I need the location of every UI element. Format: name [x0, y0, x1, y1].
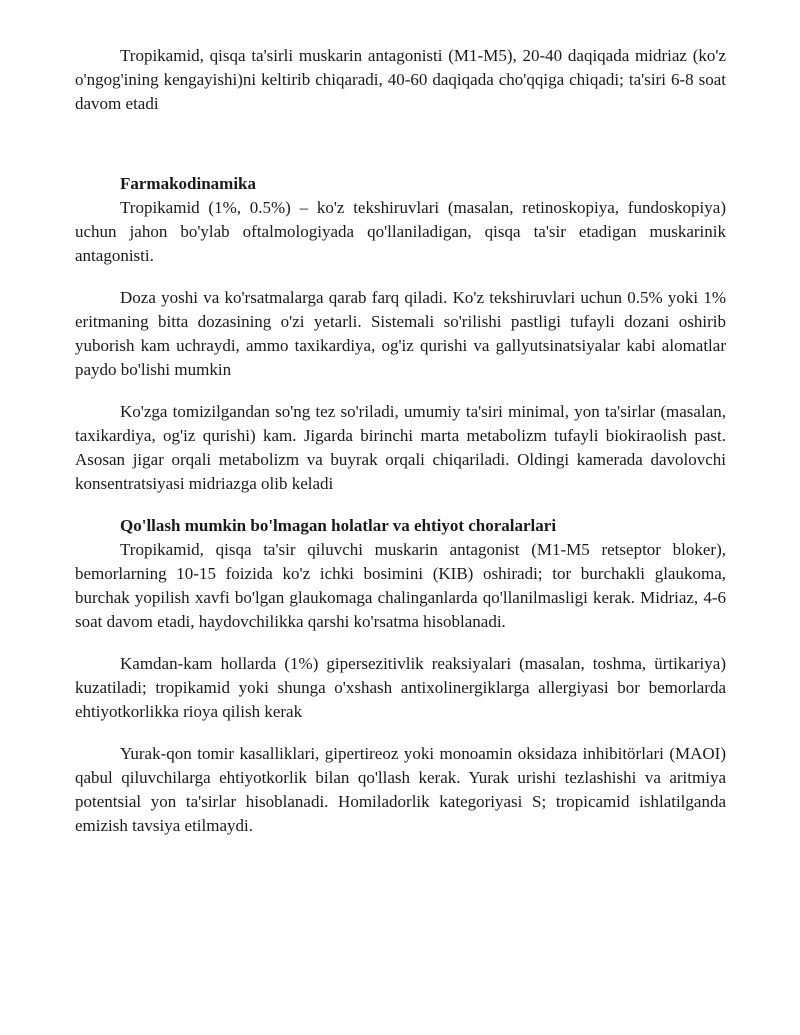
contraindications-paragraph-2: Kamdan-kam hollarda (1%) gipersezitivlik reaksiyalari (masalan, toshma, ürtikariya) kuzatiladi; tropikamid yoki shunga o'xshash antixolinergiklarga allergiyasi bor bemorlarda ehtiyotkorlikka rioya qilish kerak: [75, 654, 726, 721]
section-heading-contraindications: Qo'llash mumkin bo'lmagan holatlar va ehtiyot choralarlari: [120, 516, 557, 535]
contraindications-paragraph-1: Tropikamid, qisqa ta'sir qiluvchi muskarin antagonist (M1-M5 retseptor bloker), bemorlarning 10-15 foizida ko'z ichki bosimini (KIB) oshiradi; tor burchakli glaukoma, burchak yopilish xavfi bo'lgan glaukomaga chalinganlarda qo'llanilmasligi kerak. Midriaz, 4-6 soat davom etadi, haydovchilikka qarshi ko'rsatma hisoblanadi.: [75, 540, 726, 631]
pharmacodynamics-paragraph-3: Ko'zga tomizilgandan so'ng tez so'riladi, umumiy ta'siri minimal, yon ta'sirlar (masalan, taxikardiya, og'iz qurishi) kam. Jigarda birinchi marta metabolizm tufayli biokiraolish past. Asosan jigar orqali metabolizm va buyrak orqali chiqariladi. Oldingi kamerada davolovchi konsentratsiyasi midriazga olib keladi: [75, 402, 726, 493]
section-heading-pharmacodynamics: Farmakodinamika: [120, 174, 257, 193]
document-page: [75, 44, 726, 838]
pharmacodynamics-paragraph-1: Tropikamid (1%, 0.5%) – ko'z tekshiruvlari (masalan, retinoskopiya, fundoskopiya) uchun jahon bo'ylab oftalmologiyada qo'llaniladigan, qisqa ta'sir etadigan muskarinik antagonisti.: [75, 198, 726, 265]
pharmacodynamics-paragraph-2: Doza yoshi va ko'rsatmalarga qarab farq qiladi. Ko'z tekshiruvlari uchun 0.5% yoki 1% eritmaning bitta dozasining o'zi yetarli. Sistemali so'rilishi pastligi tufayli dozani oshirib yuborish kam uchraydi, ammo taxikardiya, og'iz qurishi va gallyutsinatsiyalar kabi alomatlar paydo bo'lishi mumkin: [75, 288, 726, 379]
intro-paragraph: Tropikamid, qisqa ta'sirli muskarin antagonisti (M1-M5), 20-40 daqiqada midriaz (ko'z o'ngog'ining kengayishi)ni keltirib chiqaradi, 40-60 daqiqada cho'qqiga chiqadi; ta'siri 6-8 soat davom etadi: [75, 46, 726, 113]
contraindications-paragraph-3: Yurak-qon tomir kasalliklari, gipertireoz yoki monoamin oksidaza inhibitörlari (MAOI) qabul qiluvchilarga ehtiyotkorlik bilan qo'llash kerak. Yurak urishi tezlashishi va aritmiya potentsial yon ta'sirlar hisoblanadi. Homiladorlik kategoriyasi S; tropicamid ishlatilganda emizish tavsiya etilmaydi.: [75, 744, 726, 835]
